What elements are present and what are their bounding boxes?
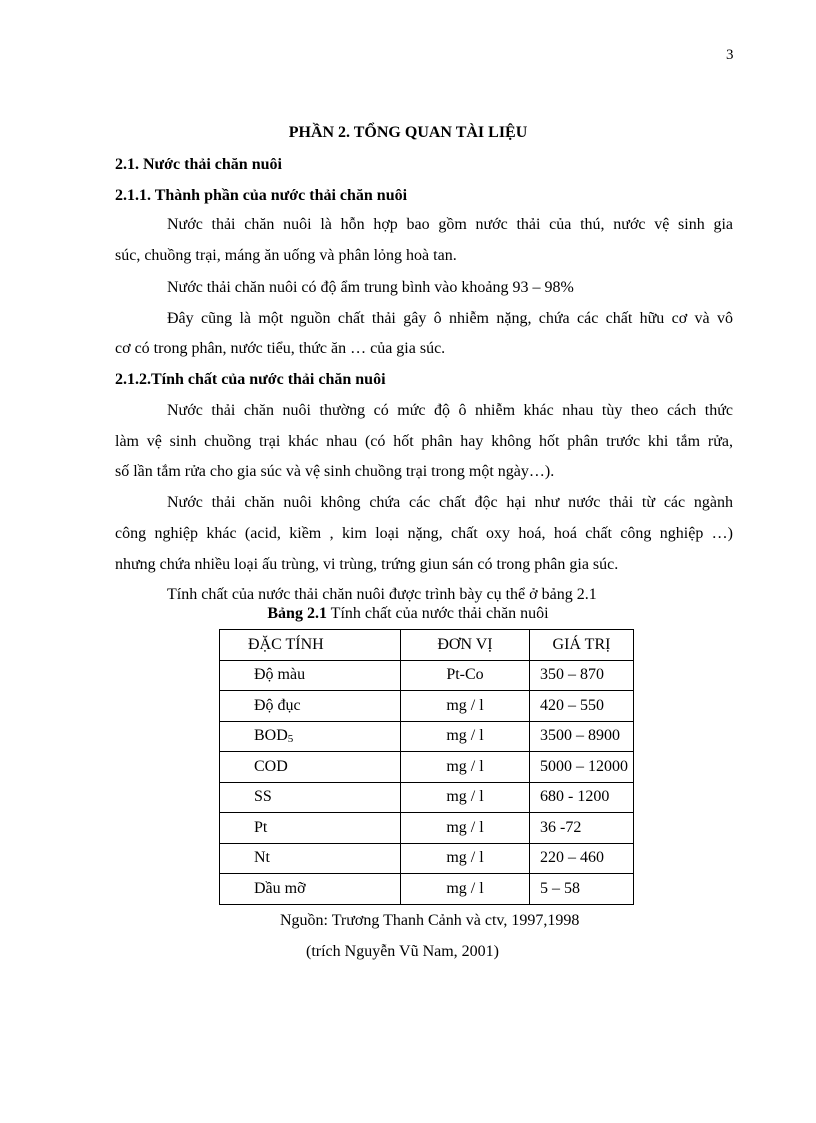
cell-property: SS <box>220 782 401 813</box>
cell-value: 5000 – 12000 <box>530 752 634 783</box>
paragraph-1-line-1: Nước thải chăn nuôi là hỗn hợp bao gồm nước thải của thú, nước vệ sinh gia <box>167 216 733 233</box>
paragraph-5-line-1: Nước thải chăn nuôi không chứa các chất độc hại như nước thải từ các ngành <box>167 494 733 511</box>
cell-value: 350 – 870 <box>530 660 634 691</box>
paragraph-3-line-1: Đây cũng là một nguồn chất thải gây ô nhiễm nặng, chứa các chất hữu cơ và vô <box>167 310 733 327</box>
cell-unit: mg / l <box>401 752 530 783</box>
table-row <box>220 752 634 783</box>
cell-unit: mg / l <box>401 721 530 752</box>
cell-property: Độ đục <box>220 691 401 722</box>
cell-property: Dầu mỡ <box>220 874 401 905</box>
table-header-row <box>220 630 634 661</box>
cell-value: 220 – 460 <box>530 843 634 874</box>
paragraph-4-line-1: Nước thải chăn nuôi thường có mức độ ô nhiễm khác nhau tùy theo cách thức <box>167 402 733 419</box>
cell-property-subscript: 5 <box>287 733 294 746</box>
paragraph-2: Nước thải chăn nuôi có độ ẩm trung bình vào khoảng 93 – 98% <box>167 279 574 296</box>
cell-unit: mg / l <box>401 691 530 722</box>
table-row <box>220 843 634 874</box>
cell-value: 36 -72 <box>530 813 634 844</box>
cell-value: 420 – 550 <box>530 691 634 722</box>
cell-unit: mg / l <box>401 843 530 874</box>
cell-value: 3500 – 8900 <box>530 721 634 752</box>
cell-value: 680 - 1200 <box>530 782 634 813</box>
table-caption-label: Bảng 2.1 <box>267 605 327 622</box>
table-row <box>220 660 634 691</box>
cell-property: Nt <box>220 843 401 874</box>
paragraph-5-line-2: công nghiệp khác (acid, kiềm , kim loại nặng, chất oxy hoá, hoá chất công nghiệp …) <box>115 525 733 542</box>
table-caption-text: Tính chất của nước thải chăn nuôi <box>326 605 549 622</box>
cell-unit: mg / l <box>401 813 530 844</box>
paragraph-4-line-2: làm vệ sinh chuồng trại khác nhau (có hốt phân hay không hốt phân trước khi tắm rửa, <box>115 433 733 450</box>
cell-unit: Pt-Co <box>401 660 530 691</box>
section-heading-2-1: 2.1. Nước thải chăn nuôi <box>115 156 282 173</box>
paragraph-4-line-3: số lần tắm rửa cho gia súc và vệ sinh chuồng trại trong một ngày…). <box>115 463 555 480</box>
table-row <box>220 721 634 752</box>
subsection-heading-2-1-1: 2.1.1. Thành phần của nước thải chăn nuôi <box>115 187 408 204</box>
header-value: GIÁ TRỊ <box>530 630 634 661</box>
cell-property <box>220 721 401 752</box>
cell-property: Pt <box>220 813 401 844</box>
cell-property: COD <box>220 752 401 783</box>
table-row <box>220 691 634 722</box>
header-property: ĐẶC TÍNH <box>220 630 401 661</box>
table-row <box>220 813 634 844</box>
header-unit: ĐƠN VỊ <box>401 630 530 661</box>
paragraph-5-line-3: nhưng chứa nhiều loại ấu trùng, vi trùng, trứng giun sán có trong phân gia súc. <box>115 556 619 573</box>
cell-property-base: BOD <box>254 727 288 745</box>
table-source-line-2: (trích Nguyễn Vũ Nam, 2001) <box>306 943 499 960</box>
table-row <box>220 874 634 905</box>
table-caption <box>0 604 816 624</box>
subsection-heading-2-1-2: 2.1.2.Tính chất của nước thải chăn nuôi <box>115 371 386 388</box>
table-source-line-1: Nguồn: Trương Thanh Cảnh và ctv, 1997,1998 <box>280 912 580 929</box>
table-row <box>220 782 634 813</box>
cell-unit: mg / l <box>401 874 530 905</box>
paragraph-6: Tính chất của nước thải chăn nuôi được trình bày cụ thể ở bảng 2.1 <box>167 586 597 603</box>
cell-property: Độ màu <box>220 660 401 691</box>
paragraph-3-line-2: cơ có trong phân, nước tiểu, thức ăn … của gia súc. <box>115 340 446 357</box>
cell-unit: mg / l <box>401 782 530 813</box>
part-title: PHẦN 2. TỔNG QUAN TÀI LIỆU <box>288 124 528 141</box>
cell-value: 5 – 58 <box>530 874 634 905</box>
paragraph-1-line-2: súc, chuồng trại, máng ăn uống và phân lỏng hoà tan. <box>115 247 457 264</box>
properties-table <box>219 629 634 905</box>
page-number: 3 <box>726 47 734 63</box>
